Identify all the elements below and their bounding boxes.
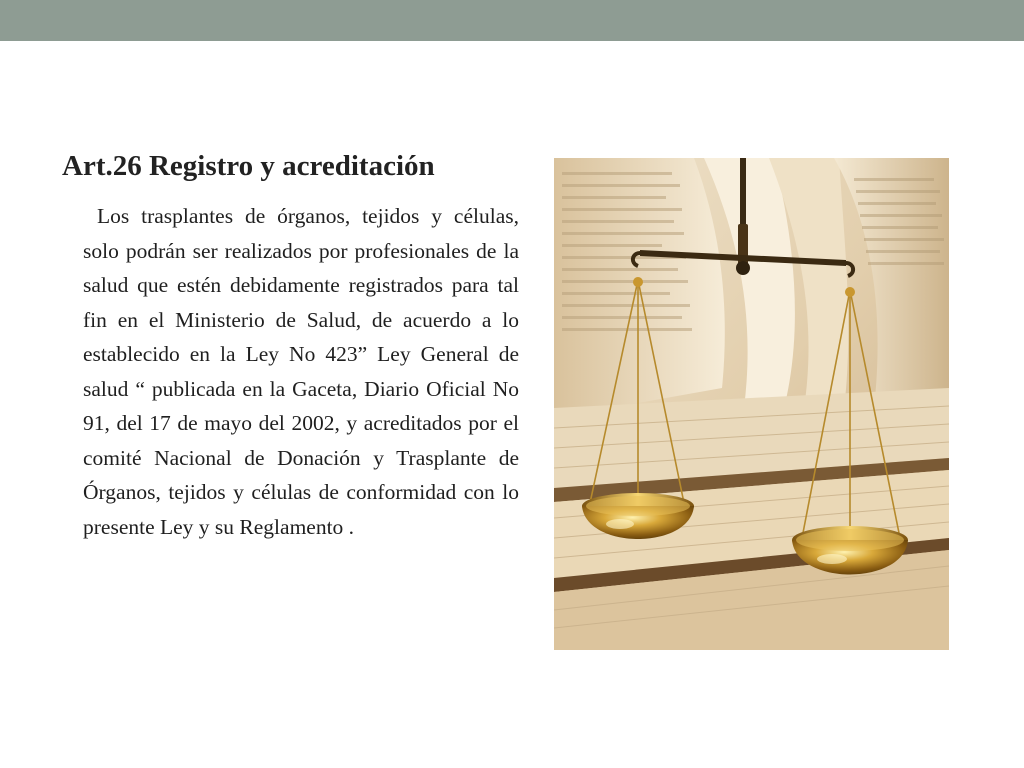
slide-title: Art.26 Registro y acreditación: [62, 150, 435, 182]
scales-of-justice-icon: [554, 158, 949, 650]
scales-of-justice-image: [554, 158, 949, 650]
slide-body-text: Los trasplantes de órganos, tejidos y células, solo podrán ser realizados por profesionales de la salud que estén debidamente registrados para tal fin en el Ministerio de Salud, de acuerdo a lo establecido en la Ley No 423” Ley General de salud “ publicada en la Gaceta, Diario Oficial No 91, del 17 de mayo del 2002, y acreditados por el comité Nacional de Donación y Trasplante de Órganos, tejidos y células de conformidad con lo presente Ley y su Reglamento .: [83, 204, 519, 539]
top-accent-bar: [0, 0, 1024, 41]
